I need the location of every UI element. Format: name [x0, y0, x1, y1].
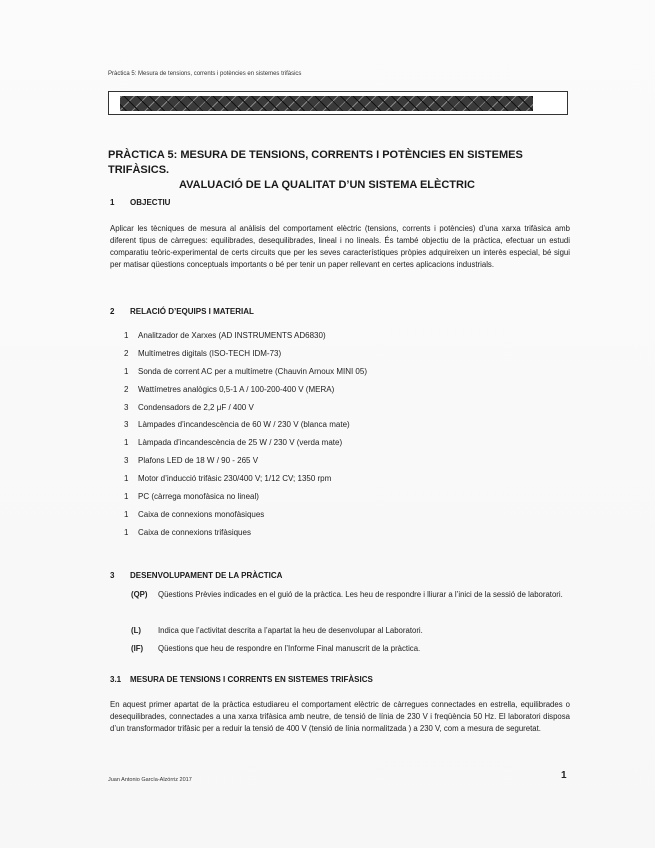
- item-label: Caixa de connexions trifàsiques: [138, 527, 251, 537]
- equipment-list: [124, 330, 367, 545]
- item-label: Wattímetres analògics 0,5-1 A / 100-200-400 V (MERA): [138, 384, 335, 394]
- item-label: Multímetres digitals (ISO-TECH IDM-73): [138, 348, 282, 358]
- section-title: RELACIÓ D’EQUIPS I MATERIAL: [130, 307, 254, 316]
- redacted-box: [108, 91, 568, 115]
- list-item: [124, 348, 367, 366]
- list-item: [124, 402, 367, 420]
- section-2-heading: [110, 307, 254, 316]
- list-item: [124, 384, 367, 402]
- section-1-heading: [110, 198, 170, 207]
- section-3-1-heading: [110, 675, 373, 684]
- item-label: Caixa de connexions monofàsiques: [138, 509, 265, 519]
- item-qty: 1: [124, 474, 129, 484]
- item-qty: 3: [124, 420, 129, 430]
- item-qty: 1: [124, 366, 129, 376]
- list-item: [124, 527, 367, 545]
- item-qty: 3: [124, 402, 129, 412]
- title-line-1: PRÀCTICA 5: MESURA DE TENSIONS, CORRENTS I POTÈNCIES EN SISTEMES TRIFÀSICS.: [108, 149, 523, 176]
- item-qty: 1: [124, 509, 129, 519]
- item-label: Condensadors de 2,2 μF / 400 V: [138, 402, 254, 412]
- section-number: 3.1: [110, 675, 122, 684]
- item-qty: 1: [124, 331, 129, 340]
- footer-author: Juan Antonio García-Alzórriz 2017: [108, 777, 192, 783]
- item-label: Sonda de corrent AC per a multímetre (Chauvin Arnoux MINI 05): [138, 366, 367, 376]
- legend-item-if: [131, 643, 571, 655]
- title-line-2: AVALUACIÓ DE LA QUALITAT D’UN SISTEMA ELÈCTRIC: [179, 179, 475, 191]
- legend-code: (QP): [131, 590, 148, 599]
- legend-text: Indica que l’activitat descrita a l’apartat la heu de desenvolupar al Laboratori.: [158, 626, 423, 635]
- section-title: OBJECTIU: [130, 198, 171, 207]
- section-number: 2: [110, 307, 115, 316]
- list-item: [124, 473, 367, 491]
- legend-item-qp: [131, 589, 571, 601]
- section-3-1-paragraph: En aquest primer apartat de la pràctica estudiareu el comportament elèctric de càrregues connectades en estrella, equilibrades o desequilibrades, connectades a una xarxa trifàsica amb neutre, de tensió de línia de 230 V i freqüència 50 Hz. El laboratori disposa d’un transformador trifàsic per a reduir la tensió de 400 V (tensió de línia normalitzada ) a 230 V, com a mesura de seguretat.: [110, 700, 570, 733]
- item-label: Làmpades d’incandescència de 60 W / 230 V (blanca mate): [138, 420, 350, 430]
- section-number: 3: [110, 571, 115, 580]
- legend-item-l: [131, 625, 571, 637]
- item-qty: 2: [124, 384, 129, 394]
- list-item: [124, 330, 367, 348]
- section-3-heading: [110, 571, 282, 580]
- section-title: DESENVOLUPAMENT DE LA PRÀCTICA: [130, 571, 283, 580]
- item-qty: 2: [124, 348, 129, 358]
- item-label: Analitzador de Xarxes (AD INSTRUMENTS AD6830): [138, 331, 326, 340]
- legend-text: Qüestions Prèvies indicades en el guió de la pràctica. Les heu de respondre i lliurar a l’inici de la sessió de laboratori.: [158, 590, 563, 599]
- list-item: [124, 437, 367, 455]
- section-number: 1: [110, 198, 115, 207]
- item-label: Motor d’inducció trifàsic 230/400 V; 1/12 CV; 1350 rpm: [138, 474, 332, 484]
- item-qty: 3: [124, 456, 129, 466]
- legend-code: (L): [131, 626, 141, 635]
- section-1-paragraph: Aplicar les tècniques de mesura al anàlisis del comportament elèctric (tensions, corrents i potències) d’una xarxa trifàsica amb diferent tipus de càrregues: equilibrades, desequilibrades, lineal i no lineals. És també objectiu de la pràctica, efectuar un estudi comparatiu teòric-experimental de certs circuits que per les seves característiques pròpies adquireixen un interès especial, bé sigui per matisar qüestions conceptuals importants o bé per tenir un paper rellevant en certes aplicacions industrials.: [110, 224, 570, 269]
- item-label: PC (càrrega monofàsica no lineal): [138, 492, 259, 502]
- section-title: MESURA DE TENSIONS I CORRENTS EN SISTEMES TRIFÀSICS: [130, 675, 373, 684]
- document-title: [108, 148, 568, 193]
- list-item: [124, 366, 367, 384]
- item-qty: 1: [124, 527, 129, 537]
- list-item: [124, 419, 367, 437]
- page-number: 1: [561, 770, 567, 781]
- item-label: Làmpada d’incandescència de 25 W / 230 V (verda mate): [138, 438, 343, 448]
- item-label: Plafons LED de 18 W / 90 - 265 V: [138, 456, 259, 466]
- legend-text: Qüestions que heu de respondre en l’Informe Final manuscrit de la pràctica.: [158, 644, 421, 653]
- redaction-block: [120, 96, 533, 111]
- list-item: [124, 491, 367, 509]
- item-qty: 1: [124, 438, 129, 448]
- running-header: Pràctica 5: Mesura de tensions, corrents i potències en sistemes trifàsics: [108, 71, 302, 77]
- list-item: [124, 509, 367, 527]
- legend-code: (IF): [131, 644, 144, 653]
- item-qty: 1: [124, 492, 129, 502]
- list-item: [124, 455, 367, 473]
